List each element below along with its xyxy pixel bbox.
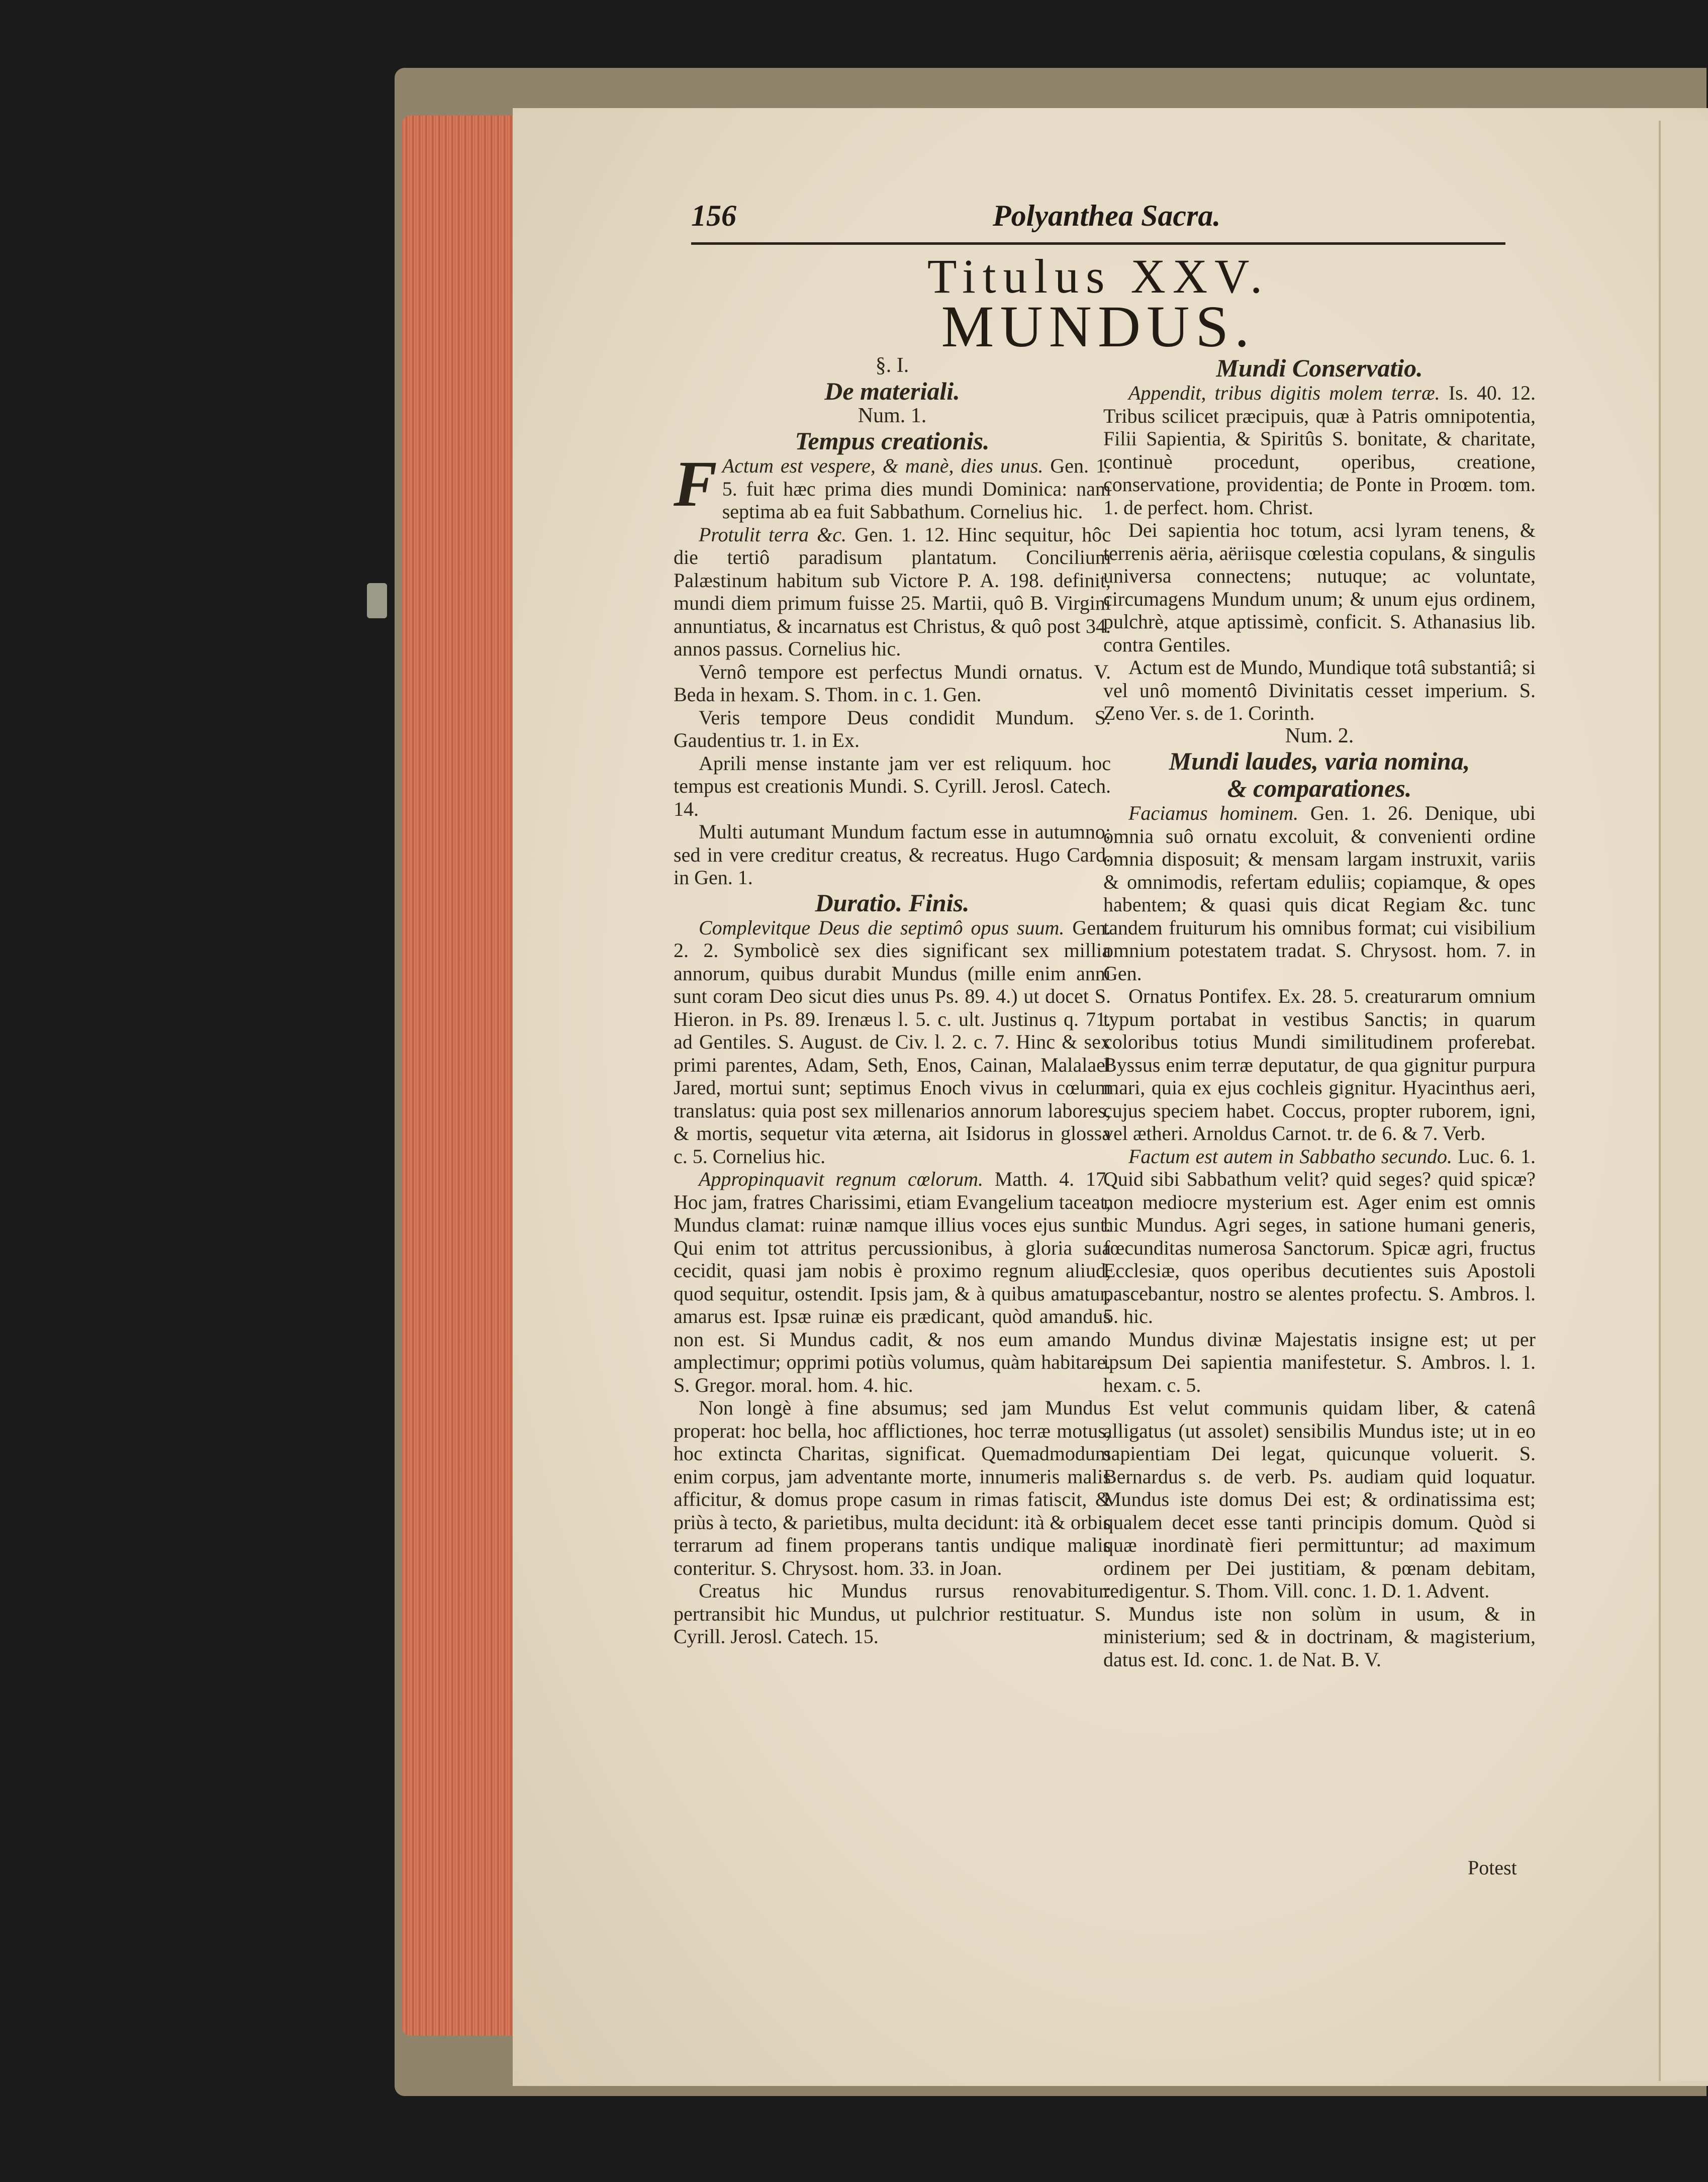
paragraph: Aprili mense instante jam ver est reliquum. hoc tempus est creationis Mundi. S. Cyrill. Jerosl. Catech. 14. (674, 751, 1111, 820)
paragraph (674, 916, 1111, 1168)
paragraph: Mundus divinæ Majestatis insigne est; ut per ipsum Dei sapientia manifestetur. S. Ambros. l. 1. hexam. c. 5. (1103, 1327, 1536, 1396)
paragraph-text: Gen. 1. 12. Hinc sequitur, hôc die tertiô paradisum plantatum. Concilium Palæstinum habitum sub Victore P. A. 198. definit, mundi diem primum fuisse 25. Martii, quô B. Virgini annuntiatus, & incarnatus est Christus, & quô post 34. annos passus. Cornelius hic. (674, 523, 1111, 660)
subheading: & comparationes. (1227, 774, 1412, 802)
main-title: MUNDUS. (941, 294, 1256, 359)
catchword: Potest (1468, 1856, 1517, 1879)
section-mark: §. I. (875, 354, 909, 377)
paragraph: Multi autumant Mundum factum esse in autumno; sed in vere creditur creatus, & recreatus. Hugo Card. in Gen. 1. (674, 820, 1111, 889)
paragraph (674, 1168, 1111, 1396)
running-title: Polyanthea Sacra. (993, 199, 1221, 232)
citation: Protulit terra &c. (699, 523, 847, 546)
titulus-heading: Titulus XXV. (927, 249, 1270, 303)
right-column (1103, 354, 1536, 1671)
paragraph-text: Matth. 4. 17. Hoc jam, fratres Charissimi, etiam Evangelium taceat, Mundus clamat: ruinæ namque illius voces ejus sunt. Qui enim tot attritus percussionibus, à gloria sua cecidit, quasi jam nobis è proximo regnum aliud, quod sequitur, ostendit. Ipsis jam, & à quibus amatur, amarus est. Ipsæ ruinæ eis prædicant, quòd amandus non est. Si Mundus cadit, & nos eum amando amplectimur; opprimi potiùs volumus, quàm habitare. S. Gregor. moral. hom. 4. hic. (674, 1168, 1111, 1396)
citation: Factum est autem in Sabbatho secundo. (1128, 1145, 1453, 1168)
paragraph (674, 523, 1111, 660)
paragraph-text: Gen. 1. 5. fuit hæc prima dies mundi Dominica: nam septima ab ea fuit Sabbathum. Cornelius hic. (722, 454, 1111, 523)
facing-page-edge (1659, 121, 1708, 2081)
subheading: Duratio. Finis. (815, 888, 970, 917)
citation: Appropinquavit regnum cœlorum. (699, 1168, 983, 1190)
paragraph: Dei sapientia hoc totum, acsi lyram tenens, & terrenis aëria, aëriisque cœlestia copulans, & singulis universa connectens; nutuque; ac voluntate, circumagens Mundum unum; & unum ejus ordinem, pulchrè, atque aptissimè, conficit. S. Athanasius lib. contra Gentiles. (1103, 519, 1536, 656)
paragraph: Veris tempore Deus condidit Mundum. S. Gaudentius tr. 1. in Ex. (674, 706, 1111, 751)
paragraph: Mundus iste non solùm in usum, & in ministerium; sed & in doctrinam, & magisterium, datus est. Id. conc. 1. de Nat. B. V. (1103, 1602, 1536, 1671)
subheading: Mundi laudes, varia nomina, (1169, 747, 1470, 775)
left-column (674, 354, 1111, 1648)
citation: Faciamus hominem. (1128, 802, 1299, 824)
page-number: 156 (691, 199, 736, 232)
paragraph-text: Luc. 6. 1. Quid sibi Sabbathum velit? quid seges? quid spicæ? non mediocre mysterium est. Ager enim est omnis hic Mundus. Agri seges, in satione humani generis, fœcunditas numerosa Sanctorum. Spicæ agri, fructus Ecclesiæ, quos operibus decutientes suis Apostoli pascebantur, nostro se alentes profectu. S. Ambros. l. 5. hic. (1103, 1145, 1536, 1327)
book-clasp (367, 583, 387, 618)
paragraph-text: Is. 40. 12. Tribus scilicet præcipuis, quæ à Patris omnipotentia, Filii Sapientia, & Spiritûs S. bonitate, & charitate, continuè procedunt, operibus, creatione, conservatione, providentia; de Ponte in Proœm. tom. 1. de perfect. hom. Christ. (1103, 382, 1536, 519)
section-title: De materiali. (824, 376, 960, 405)
paragraph-text: Gen. 1. 26. Denique, ubi omnia suô ornatu excoluit, & convenienti ordine omnia disposuit; & mensam largam instruxit, variis & omnimodis, refertam eduliis; copiamque, & opes habentem; & quasi quis dicat Regiam &c. tunc tandem fruiturum his omnibus format; cui visibilium omnium potestatem tradat. S. Chrysost. hom. 7. in Gen. (1103, 802, 1536, 985)
num-label: Num. 2. (1285, 724, 1354, 747)
paragraph: Est velut communis quidam liber, & catenâ alligatus (ut assolet) sensibilis Mundus iste; ut in eo sapientiam Dei legat, quicunque voluerit. S. Bernardus s. de verb. Ps. audiam quid loquatur. Mundus iste domus Dei est; & ordinatissima est; qualem decet esse tanti principis domum. Quòd si quæ inordinatè fieri permittuntur; ad maximum ordinem per Dei justitiam, & pœnam debitam, redigentur. S. Thom. Vill. conc. 1. D. 1. Advent. (1103, 1396, 1536, 1602)
header-rule (691, 242, 1505, 245)
paragraph (1103, 1145, 1536, 1328)
page-edges (402, 116, 520, 2036)
running-head (691, 199, 1505, 239)
paragraph (1103, 802, 1536, 985)
citation: Complevitque Deus die septimô opus suum. (699, 916, 1065, 939)
paragraph-text: Gen. 2. 2. Symbolicè sex dies significant sex millia annorum, quibus durabit Mundus (mille enim anni sunt coram Deo sicut dies unus Ps. 89. 4.) ut docet S. Hieron. in Ps. 89. Irenæus l. 5. c. ult. Justinus q. 71. ad Gentiles. S. August. de Civ. l. 2. c. 7. Hinc & sex primi parentes, Adam, Seth, Enos, Cainan, Malalael Jared, mortui sunt; septimus Enoch vivus in cœlum translatus: quia post sex millenarios annorum labores, & mortis, sequetur vita æterna, ait Isidorus in glossa c. 5. Cornelius hic. (674, 916, 1111, 1168)
subheading: Tempus creationis. (795, 427, 990, 455)
drop-cap: F (674, 448, 717, 520)
paragraph: Ornatus Pontifex. Ex. 28. 5. creaturarum omnium typum portabat in vestibus Sanctis; in quarum coloribus totius Mundi similitudinem proferebat. Byssus enim terræ deputatur, de qua gignitur purpura mari, quia ex ejus cochleis gignitur. Hyacinthus aeri, cujus speciem habet. Coccus, propter ruborem, igni, vel ætheri. Arnoldus Carnot. tr. de 6. & 7. Verb. (1103, 985, 1536, 1145)
citation: Actum est vespere, & manè, dies unus. (722, 454, 1043, 477)
paragraph: Non longè à fine absumus; sed jam Mundus properat: hoc bella, hoc afflictiones, hoc terræ motus, hoc extincta Charitas, significat. Quemadmodum enim corpus, jam adventante morte, innumeris malis afficitur, & domus prope casum in rimas fatiscit, & priùs à tecto, & parietibus, multa decidunt: ità & orbis terrarum ad finem properans tantis undique malis conteritur. S. Chrysost. hom. 33. in Joan. (674, 1396, 1111, 1579)
subheading: Mundi Conservatio. (1216, 354, 1423, 382)
paragraph (1103, 382, 1536, 519)
num-label: Num. 1. (858, 404, 927, 427)
paragraph: Actum est de Mundo, Mundique totâ substantiâ; si vel unô momentô Divinitatis cesset imperium. S. Zeno Ver. s. de 1. Corinth. (1103, 656, 1536, 724)
paragraph (674, 448, 1111, 523)
paragraph: Vernô tempore est perfectus Mundi ornatus. V. Beda in hexam. S. Thom. in c. 1. Gen. (674, 660, 1111, 706)
paragraph: Creatus hic Mundus rursus renovabitur: pertransibit hic Mundus, ut pulchrior restituatur. S. Cyrill. Jerosl. Catech. 15. (674, 1579, 1111, 1648)
citation: Appendit, tribus digitis molem terræ. (1128, 382, 1440, 404)
